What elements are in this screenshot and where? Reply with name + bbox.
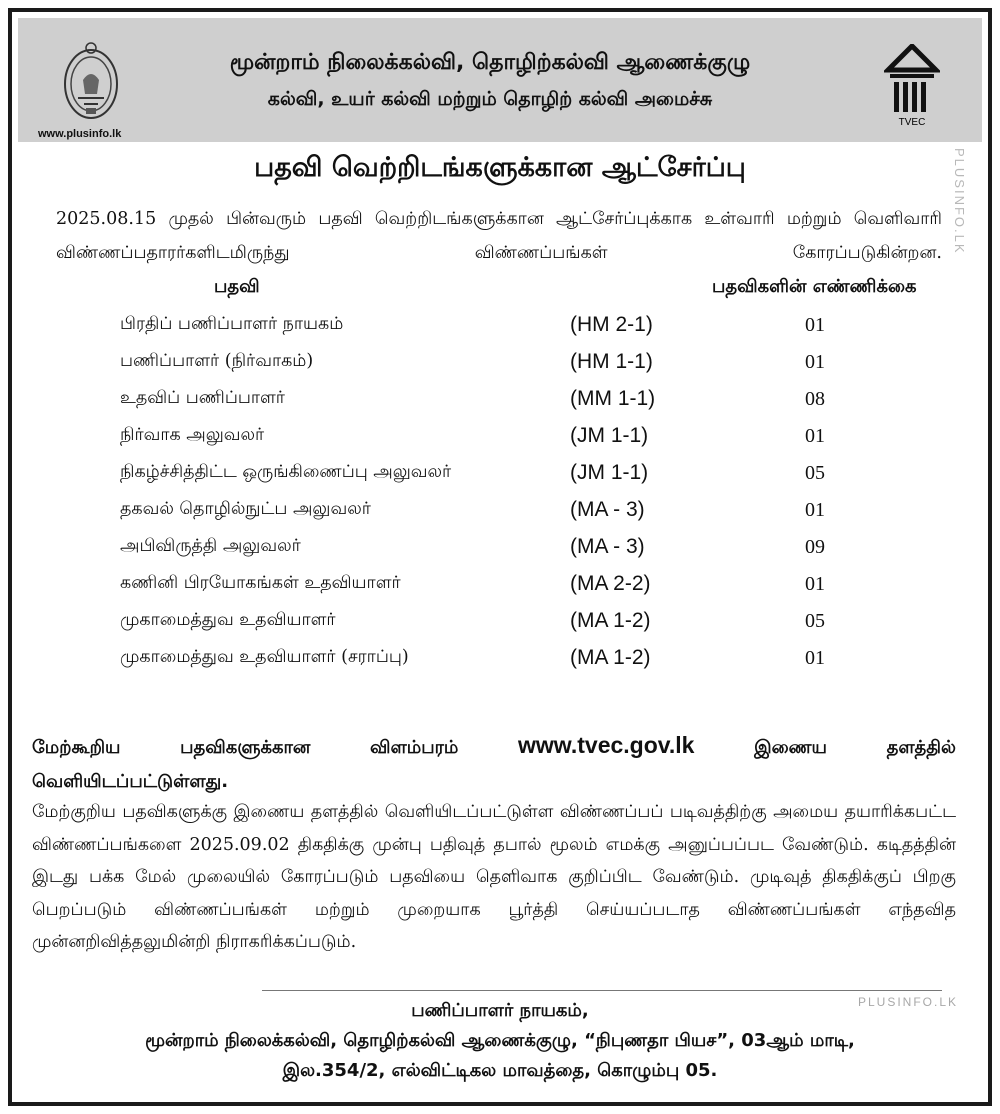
- position-name: முகாமைத்துவ உதவியாளர் (சராப்பு): [120, 647, 409, 667]
- watermark-vertical: PLUSINFO.LK: [952, 148, 967, 255]
- header-band: [18, 18, 982, 142]
- application-instructions: மேற்குறிய பதவிகளுக்கு இணைய தளத்தில் வெளியிடப்பட்டுள்ள விண்ணப்பப் படிவத்திற்கு அமைய தயாரிக்கபட்ட விண்ணப்பங்களை 2025.09.02 திகதிக்கு முன்பு பதிவுத் தபால் மூலம் எமக்கு அனுப்பப்பட வேண்டும். கடிதத்தின் இடது பக்க மேல் முலையில் கோரப்படும் பதவியை தெளிவாக குறிப்பிட வேண்டும். முடிவுத் திகதிக்குப் பிறகு பெறப்படும் விண்ணப்பங்கள் மற்றும் முறையாக பூர்த்தி செய்யப்படாத விண்ணப்பங்கள் எந்தவித முன்னறிவித்தலுமின்றி நிராகரிக்கப்படும்.: [32, 802, 956, 952]
- position-name: அபிவிருத்தி அலுவலர்: [120, 536, 301, 556]
- notice-word: விளம்பரம்: [370, 737, 459, 758]
- table-row: [0, 641, 1000, 677]
- notice-word: மேற்கூறிய: [32, 737, 121, 758]
- position-count: 01: [805, 573, 825, 595]
- table-row: [0, 308, 1000, 344]
- organization-name: மூன்றாம் நிலைக்கல்வி, தொழிற்கல்வி ஆணைக்குழு: [229, 50, 751, 75]
- position-name: முகாமைத்துவ உதவியாளர்: [120, 610, 336, 630]
- table-row: [0, 604, 1000, 640]
- notice-word: இணைய: [754, 737, 827, 758]
- table-row: [0, 567, 1000, 603]
- intro-paragraph: 2025.08.15 முதல் பின்வரும் பதவி வெற்றிடங்களுக்கான ஆட்சேர்ப்புக்காக உள்வாரி மற்றும் வெளிவாரி விண்ணப்பதாரர்களிடமிருந்து விண்ணப்பங்கள் கோரப்படுகின்றன.: [56, 209, 942, 263]
- position-code: (HM 2-1): [570, 313, 653, 336]
- position-count: 01: [805, 425, 825, 447]
- position-count: 09: [805, 536, 825, 558]
- position-count: 05: [805, 610, 825, 632]
- ministry-name: கல்வி, உயர் கல்வி மற்றும் தொழிற் கல்வி அமைச்சு: [267, 88, 713, 110]
- position-name: நிர்வாக அலுவலர்: [120, 425, 265, 445]
- column-header-count: பதவிகளின் எண்ணிக்கை: [712, 276, 917, 297]
- tvec-logo-text: TVEC: [898, 117, 926, 128]
- position-code: (HM 1-1): [570, 350, 653, 373]
- position-code: (MM 1-1): [570, 387, 656, 410]
- footer-address-line-1: மூன்றாம் நிலைக்கல்வி, தொழிற்கல்வி ஆணைக்குழு, “நிபுணதா பியச”, 03ஆம் மாடி,: [145, 1030, 855, 1051]
- position-name: உதவிப் பணிப்பாளர்: [120, 388, 285, 408]
- notice-word: தளத்தில்: [886, 737, 956, 758]
- position-code: (MA 2-2): [570, 572, 651, 595]
- position-count: 05: [805, 462, 825, 484]
- notice-word: பதவிகளுக்கான: [180, 737, 311, 758]
- page-title: பதவி வெற்றிடங்களுக்கான ஆட்சேர்ப்பு: [254, 152, 746, 183]
- footer-addressee: பணிப்பாளர் நாயகம்,: [411, 1000, 589, 1021]
- position-name: பிரதிப் பணிப்பாளர் நாயகம்: [120, 314, 344, 334]
- position-name: நிகழ்ச்சித்திட்ட ஒருங்கிணைப்பு அலுவலர்: [120, 462, 452, 482]
- position-count: 08: [805, 388, 825, 410]
- website-link[interactable]: www.tvec.gov.lk: [518, 732, 695, 758]
- website-notice: [32, 728, 956, 799]
- position-code: (MA 1-2): [570, 646, 651, 669]
- sri-lanka-emblem-icon: [62, 40, 120, 122]
- position-count: 01: [805, 647, 825, 669]
- position-count: 01: [805, 314, 825, 336]
- table-row: [0, 382, 1000, 418]
- notice-line-2: வெளியிடப்பட்டுள்ளது.: [32, 771, 229, 792]
- footer-address-line-2: இல.354/2, எல்விட்டிகல மாவத்தை, கொழும்பு 05.: [282, 1060, 718, 1081]
- position-count: 01: [805, 499, 825, 521]
- position-name: கணினி பிரயோகங்கள் உதவியாளர்: [120, 573, 401, 593]
- position-code: (MA - 3): [570, 498, 645, 521]
- position-code: (JM 1-1): [570, 461, 649, 484]
- position-name: தகவல் தொழில்நுட்ப அலுவலர்: [120, 499, 371, 519]
- position-count: 01: [805, 351, 825, 373]
- table-row: [0, 345, 1000, 381]
- column-header-position: பதவி: [214, 276, 260, 297]
- watermark-horizontal: PLUSINFO.LK: [858, 995, 959, 1009]
- site-label: www.plusinfo.lk: [38, 128, 122, 140]
- position-code: (JM 1-1): [570, 424, 649, 447]
- divider: [262, 990, 942, 991]
- table-row: [0, 493, 1000, 529]
- table-row: [0, 530, 1000, 566]
- table-row: [0, 419, 1000, 455]
- tvec-logo-icon: [884, 44, 940, 128]
- table-row: [0, 456, 1000, 492]
- position-code: (MA 1-2): [570, 609, 651, 632]
- position-name: பணிப்பாளர் (நிர்வாகம்): [120, 351, 314, 371]
- position-code: (MA - 3): [570, 535, 645, 558]
